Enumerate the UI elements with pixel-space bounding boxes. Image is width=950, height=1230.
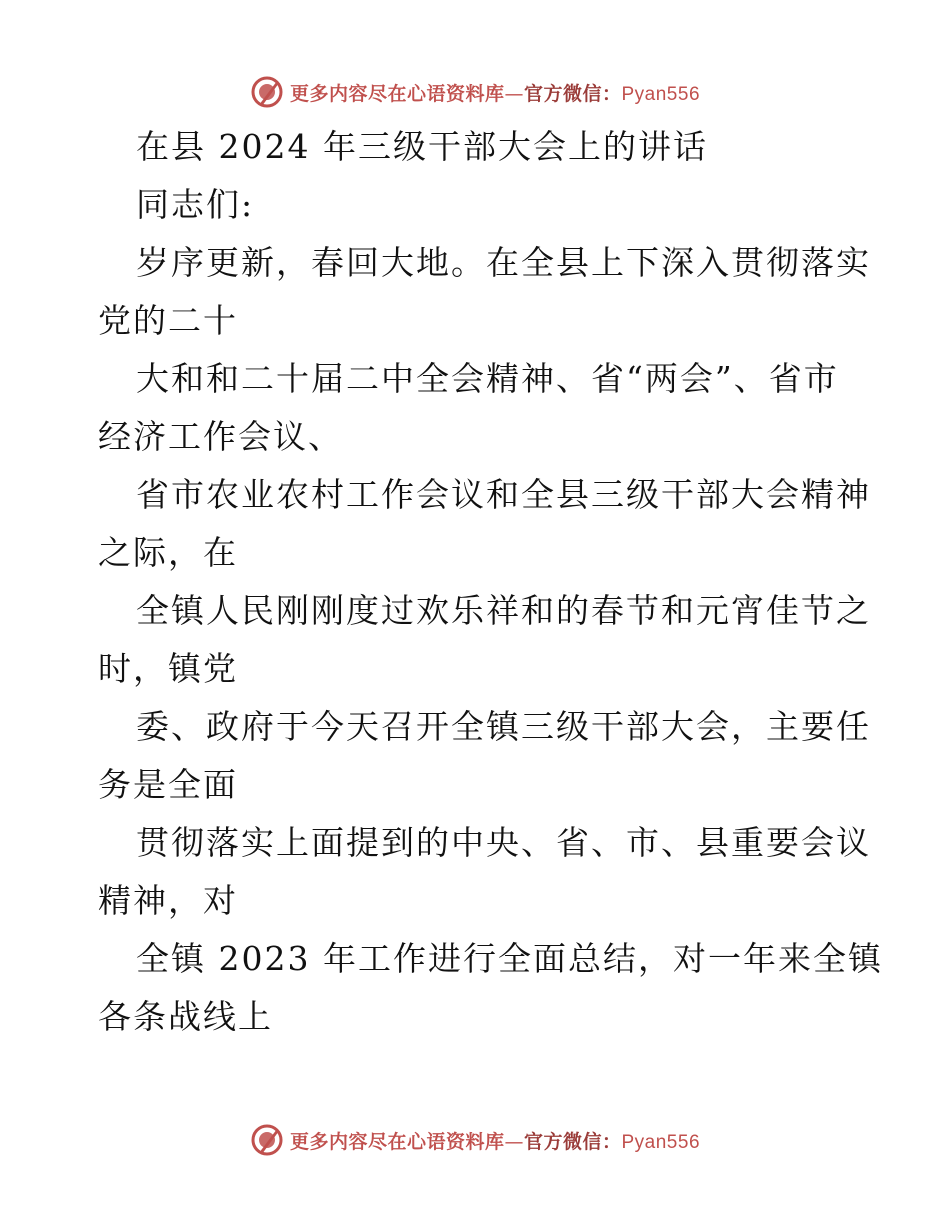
- document-title: 在县 2024 年三级干部大会上的讲话: [136, 127, 708, 166]
- text-line: 省市农业农村工作会议和全县三级干部大会精神: [136, 475, 871, 514]
- watermark-id: Pyan556: [621, 1131, 701, 1153]
- watermark-main: 更多内容尽在心语资料库: [289, 1130, 505, 1153]
- header-watermark: [0, 72, 950, 112]
- text-line: 全镇 2023 年工作进行全面总结，对一年来全镇: [136, 939, 883, 978]
- watermark-text: [290, 79, 700, 106]
- text-line: 委、政府于今天召开全镇三级干部大会，主要任: [136, 707, 871, 746]
- watermark-text: [290, 1127, 700, 1154]
- salutation: 同志们:: [136, 185, 255, 224]
- text-line: 岁序更新，春回大地。在全县上下深入贯彻落实: [136, 243, 871, 282]
- watermark-dash: —: [504, 1130, 524, 1153]
- document-body: [98, 118, 883, 1046]
- watermark-main: 更多内容尽在心语资料库: [289, 82, 505, 105]
- quill-logo-icon: [250, 75, 284, 109]
- text-line: 经济工作会议、: [98, 417, 343, 456]
- text-line: 党的二十: [98, 301, 238, 340]
- text-line: 务是全面: [98, 765, 238, 804]
- quill-logo-icon: [250, 1123, 284, 1157]
- watermark-id: Pyan556: [621, 83, 701, 105]
- text-line: 大和和二十届二中全会精神、省“两会”、省市: [136, 359, 839, 398]
- text-line: 各条战线上: [98, 997, 273, 1036]
- text-line: 精神，对: [98, 881, 238, 920]
- text-line: 时，镇党: [98, 649, 238, 688]
- text-line: 贯彻落实上面提到的中央、省、市、县重要会议: [136, 823, 871, 862]
- text-line: 全镇人民刚刚度过欢乐祥和的春节和元宵佳节之: [136, 591, 871, 630]
- watermark-dash: —: [504, 82, 524, 105]
- footer-watermark: [0, 1120, 950, 1160]
- watermark-sub: 官方微信：: [523, 82, 622, 105]
- watermark-sub: 官方微信：: [523, 1130, 622, 1153]
- text-line: 之际，在: [98, 533, 238, 572]
